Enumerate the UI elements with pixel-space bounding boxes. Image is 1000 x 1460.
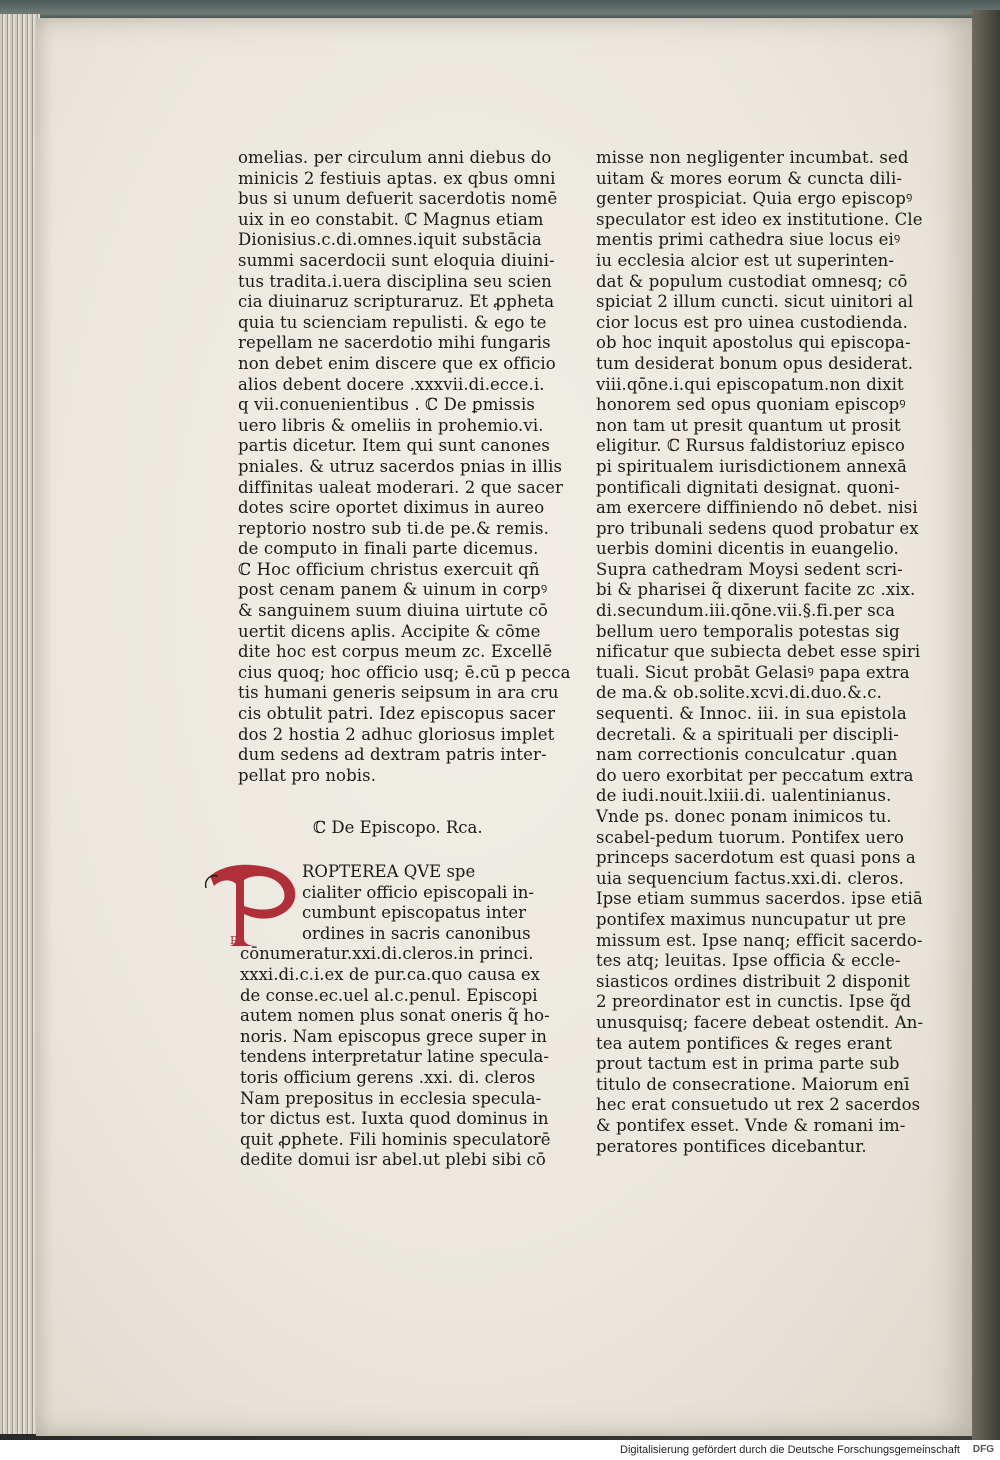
- text-line: tea autem pontifices & reges erant: [596, 1033, 893, 1053]
- text-line: honorem sed opus quoniam episcopꝰ: [596, 395, 906, 415]
- text-line: uerbis domini dicentis in euangelio.: [596, 539, 899, 559]
- text-line: alios debent docere .xxxvii.di.ecce.i.: [238, 374, 545, 394]
- text-line: prout tactum est in prima parte sub: [596, 1054, 900, 1074]
- book-right-edge: [972, 10, 1000, 1440]
- text-line: sequenti. & Innoc. iii. in sua epistola: [596, 704, 907, 724]
- text-line: tes atq; leuitas. Ipse officia & eccle-: [596, 951, 901, 971]
- text-line: pontifex maximus nuncupatur ut pre: [596, 909, 907, 929]
- text-line: dite hoc est corpus meum zc. Excellē: [238, 642, 553, 662]
- text-line: ordines in sacris canonibus: [302, 923, 531, 943]
- text-line: bus si unum defuerit sacerdotis nomē: [238, 189, 558, 209]
- footer-bar: [0, 1440, 1000, 1460]
- text-line: bi & pharisei q̃ dixerunt facite zc .xix.: [596, 580, 916, 600]
- text-line: uertit dicens aplis. Accipite & cōme: [238, 621, 541, 641]
- text-line: quia tu scienciam repulisti. & ego te: [238, 312, 547, 332]
- text-line: dum sedens ad dextram patris inter-: [238, 745, 547, 765]
- text-line: Vnde ps. donec ponam inimicos tu.: [596, 807, 892, 826]
- text-line: autem nomen plus sonat oneris q̃ ho-: [240, 1006, 550, 1026]
- text-line: viii.qōne.i.qui episcopatum.non dixit: [596, 374, 904, 394]
- text-line: quit ꝓphete. Fili hominis speculatorē: [240, 1129, 551, 1149]
- text-line: cia diuinaruz scripturaruz. Et ꝓpheta: [238, 292, 555, 312]
- text-line: tor dictus est. Iuxta quod dominus in: [240, 1109, 549, 1129]
- text-line: minicis 2 festiuis aptas. ex qbus omni: [238, 168, 556, 188]
- text-line: post cenam panem & uinum in corpꝰ: [238, 580, 548, 600]
- text-line: repellam ne sacerdotio mihi fungaris: [238, 333, 551, 353]
- text-line: genter prospiciat. Quia ergo episcopꝰ: [596, 189, 913, 209]
- text-line: summi sacerdocii sunt eloquia diuini-: [238, 250, 555, 270]
- text-line: de computo in finali parte dicemus.: [238, 539, 539, 559]
- text-line: dotes scire oportet diximus in aureo: [238, 498, 545, 518]
- text-line: omelias. per circulum anni diebus do: [238, 148, 552, 167]
- text-line: decretali. & a spirituali per discipli-: [596, 724, 899, 744]
- text-line: nam correctionis conculcatur .quan: [596, 745, 898, 765]
- text-line: dat & populum custodiat omnesq; cō: [596, 271, 908, 291]
- text-line: & pontifex esset. Vnde & romani im-: [596, 1115, 906, 1135]
- text-line: cior locus est pro uinea custodienda.: [596, 312, 908, 332]
- text-line: reptorio nostro sub ti.de pe.& remis.: [238, 518, 549, 538]
- dfg-logo: DFG: [972, 1444, 994, 1455]
- text-line: dedite domui isr abel.ut plebi sibi cō: [240, 1150, 546, 1170]
- text-line: nificatur que subiecta debet esse spiri: [596, 642, 921, 662]
- text-line: pellat pro nobis.: [238, 765, 377, 785]
- text-line: pro tribunali sedens quod probatur ex: [596, 518, 919, 538]
- text-line: ob hoc inquit apostolus qui episcopa-: [596, 333, 911, 353]
- heading-text: ℂ De Episcopo. Rca.: [313, 818, 483, 837]
- text-line: tis humani generis seipsum in ara cru: [238, 683, 559, 703]
- text-line: mentis primi cathedra siue locus eiꝰ: [596, 230, 901, 250]
- text-line: Nam prepositus in ecclesia specula-: [240, 1088, 542, 1108]
- text-line: uero libris & omeliis in prohemio.vi.: [238, 415, 544, 435]
- text-line: unusquisq; facere debeat ostendit. An-: [596, 1012, 924, 1032]
- text-line: speculator est ideo ex institutione. Cle: [596, 209, 923, 229]
- left-column-text: [238, 148, 571, 786]
- text-line: pniales. & utruz sacerdos pnias in illis: [238, 456, 563, 476]
- text-line: tum desiderat bonum opus desiderat.: [596, 353, 914, 373]
- text-line: de iudi.nouit.lxiii.di. ualentinianus.: [596, 786, 892, 806]
- text-line: q vii.conuenientibus . ℂ De ꝑmissis: [238, 395, 535, 415]
- text-line: xxxi.di.c.i.ex de pur.ca.quo causa ex: [240, 964, 540, 984]
- text-line: dos 2 hostia 2 adhuc gloriosus implet: [238, 724, 555, 744]
- text-line: spiciat 2 illum cuncti. sicut uinitori al: [596, 292, 914, 312]
- text-line: am exercere diffiniendo nō debet. nisi: [596, 498, 918, 518]
- text-line: pi spiritualem iurisdictionem annexā: [596, 456, 907, 476]
- text-line: diffinitas ualeat moderari. 2 que sacer: [238, 477, 563, 497]
- text-line: cōnumeratur.xxi.di.cleros.in princi.: [240, 944, 534, 964]
- text-line: non debet enim discere que ex officio: [238, 353, 556, 373]
- footer-credit: Digitalisierung gefördert durch die Deutsche Forschungsgemeinschaft: [620, 1444, 960, 1456]
- text-line: noris. Nam episcopus grece super in: [240, 1026, 547, 1046]
- text-line: ROPTEREA QVE spe: [302, 862, 476, 881]
- text-line: pontificali dignitati designat. quoni-: [596, 477, 900, 497]
- text-line: toris officium gerens .xxi. di. cleros: [240, 1067, 536, 1087]
- text-line: 2 preordinator est in cunctis. Ipse q̃d: [596, 992, 912, 1012]
- text-line: cialiter officio episcopali in-: [302, 882, 534, 902]
- text-line: tendens interpretatur latine specula-: [240, 1047, 549, 1067]
- text-line: iu ecclesia alcior est ut superinten-: [596, 250, 895, 270]
- text-line: Supra cathedram Moysi sedent scri-: [596, 559, 903, 579]
- left-lower-text: [240, 862, 551, 1171]
- text-line: siasticos ordines distribuit 2 disponit: [596, 971, 911, 991]
- text-line: de conse.ec.uel al.c.penul. Episcopi: [240, 985, 538, 1005]
- text-line: ℂ Hoc officium christus exercuit qñ: [238, 559, 540, 579]
- text-line: tuali. Sicut probāt Gelasiꝰ papa extra: [596, 662, 910, 682]
- text-line: Ipse etiam summus sacerdos. ipse etiā: [596, 889, 923, 909]
- text-line: tus tradita.i.uera disciplina seu scien: [238, 271, 552, 291]
- text-line: di.secundum.iii.qōne.vii.§.fi.per sca: [596, 601, 896, 621]
- text-line: bellum uero temporalis potestas sig: [596, 621, 900, 641]
- text-line: misse non negligenter incumbat. sed: [596, 148, 909, 167]
- text-line: hec erat consuetudo ut rex 2 sacerdos: [596, 1095, 921, 1115]
- text-line: eligitur. ℂ Rursus faldistoriuz episco: [596, 436, 905, 456]
- text-line: peratores pontifices dicebantur.: [596, 1136, 867, 1156]
- text-line: titulo de consecratione. Maiorum enī: [596, 1074, 910, 1094]
- page-stack-edge: [0, 14, 40, 1434]
- text-line: princeps sacerdotum est quasi pons a: [596, 848, 916, 868]
- text-line: non tam ut presit quantum ut prosit: [596, 415, 901, 435]
- drop-cap-letter: P: [230, 934, 238, 947]
- text-line: cumbunt episcopatus inter: [302, 903, 527, 923]
- text-line: cius quoq; hoc officio usq; ē.cū p pecca: [238, 662, 571, 682]
- text-line: uia sequencium factus.xxi.di. cleros.: [596, 868, 904, 888]
- right-column-text: [596, 148, 924, 1157]
- text-line: missum est. Ipse nanq; efficit sacerdo-: [596, 930, 923, 950]
- chapter-heading: [313, 818, 483, 837]
- text-line: de ma.& ob.solite.xcvi.di.duo.&.c.: [596, 683, 882, 703]
- text-line: & sanguinem suum diuina uirtute cō: [238, 601, 548, 621]
- text-line: partis dicetur. Item qui sunt canones: [238, 436, 550, 456]
- text-line: Dionisius.c.di.omnes.iquit substācia: [238, 230, 542, 250]
- text-line: uitam & mores eorum & cuncta dili-: [596, 168, 902, 188]
- text-line: do uero exorbitat per peccatum extra: [596, 765, 914, 785]
- text-line: cis obtulit patri. Idez episcopus sacer: [238, 704, 556, 724]
- text-line: uix in eo constabit. ℂ Magnus etiam: [238, 209, 544, 229]
- text-line: scabel-pedum tuorum. Pontifex uero: [596, 827, 904, 847]
